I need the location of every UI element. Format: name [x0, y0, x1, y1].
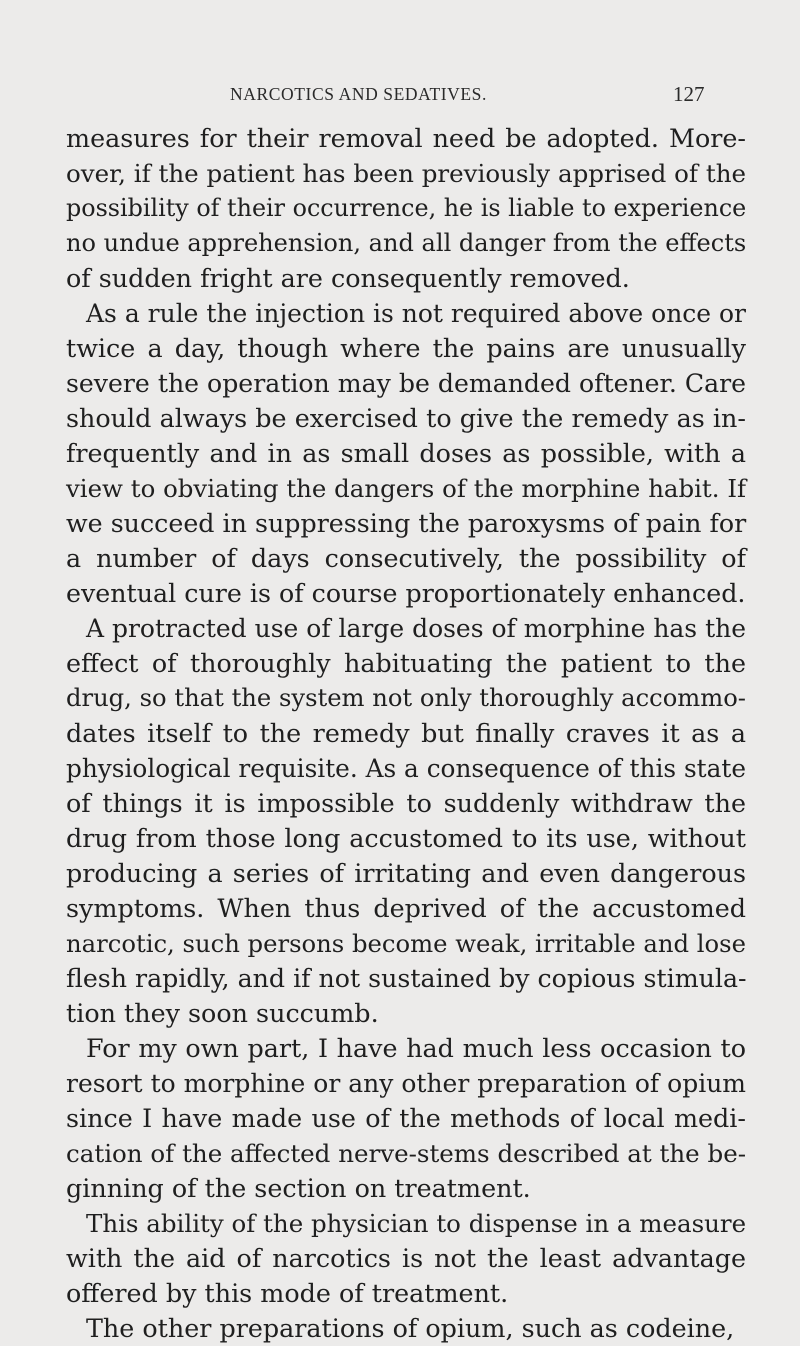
text-line: frequently and in as small doses as possible, with a [66, 438, 746, 468]
text-line: symptoms. When thus deprived of the accustomed [66, 893, 746, 923]
text-line: drug, so that the system not only thoroughly accommo- [66, 684, 746, 712]
text-line: of things it is impossible to suddenly withdraw the [66, 788, 746, 818]
text-line: drug from those long accustomed to its use, without [66, 823, 746, 853]
text-line: For my own part, I have had much less occasion to [86, 1033, 746, 1063]
text-line: measures for their removal need be adopted. More- [66, 123, 746, 153]
running-head: NARCOTICS AND SEDATIVES. [230, 84, 487, 104]
text-line: since I have made use of the methods of local medi- [66, 1103, 746, 1133]
text-line: with the aid of narcotics is not the least advantage [66, 1243, 746, 1273]
text-line: flesh rapidly, and if not sustained by copious stimula- [66, 964, 747, 993]
text-line: a number of days consecutively, the possibility of [66, 543, 746, 573]
text-line: view to obviating the dangers of the morphine habit. If [66, 474, 746, 503]
text-line: of sudden fright are consequently removed. [66, 263, 630, 293]
text-line: The other preparations of opium, such as codeine, [86, 1313, 735, 1343]
text-line: severe the operation may be demanded oftener. Care [66, 369, 746, 398]
text-line: no undue apprehension, and all danger from the effects [66, 229, 747, 257]
text-line: effect of thoroughly habituating the patient to the [66, 648, 746, 678]
body-text [66, 121, 746, 1346]
text-line: resort to morphine or any other preparation of opium [66, 1069, 746, 1098]
text-line: cation of the affected nerve-stems described at the be- [66, 1139, 746, 1168]
page-number: 127 [673, 82, 705, 106]
text-line: eventual cure is of course proportionately enhanced. [66, 578, 746, 608]
text-line: ginning of the section on treatment. [66, 1173, 531, 1203]
text-line: we succeed in suppressing the paroxysms of pain for [66, 508, 747, 538]
text-line: physiological requisite. As a consequence of this state [66, 754, 746, 783]
text-line: offered by this mode of treatment. [66, 1278, 509, 1308]
text-line: narcotic, such persons become weak, irritable and lose [66, 929, 746, 958]
text-line: possibility of their occurrence, he is liable to experience [66, 194, 747, 222]
text-line: producing a series of irritating and even dangerous [66, 858, 746, 888]
text-line: tion they soon succumb. [66, 998, 379, 1028]
text-line: This ability of the physician to dispense in a measure [86, 1209, 747, 1238]
page-header [0, 84, 800, 108]
text-line: As a rule the injection is not required above once or [86, 299, 746, 328]
text-line: twice a day, though where the pains are unusually [66, 333, 746, 363]
text-line: dates itself to the remedy but finally craves it as a [66, 718, 746, 748]
text-line: should always be exercised to give the remedy as in- [66, 403, 746, 433]
text-line: A protracted use of large doses of morphine has the [86, 614, 746, 643]
text-line: over, if the patient has been previously apprised of the [66, 159, 746, 188]
